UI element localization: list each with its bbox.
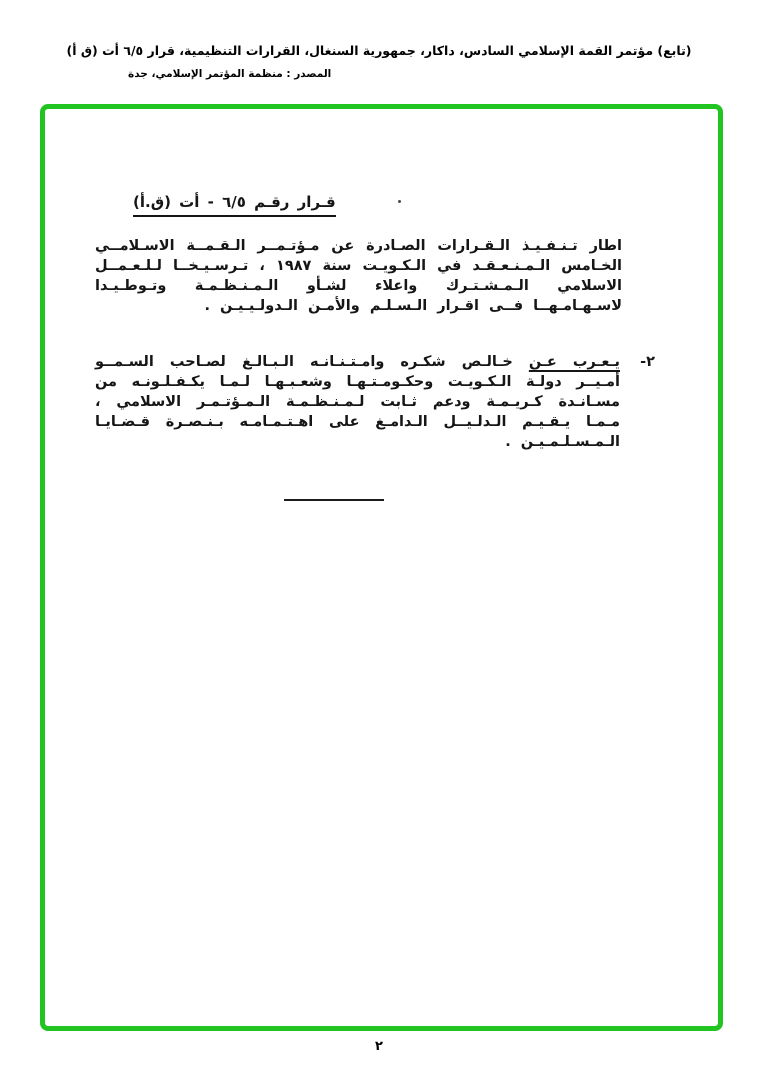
- document-header-line: (تابع) مؤتمر القمة الإسلامي السادس، داكار، جمهورية السنغال، القرارات التنظيمية، قرار ٦/٥ أت (ق أ): [66, 43, 692, 58]
- item-number: ٢-: [640, 354, 655, 370]
- source-line: المصدر : منظمة المؤتمر الإسلامي، جدة: [128, 68, 332, 80]
- scan-artifact-dot: [398, 200, 401, 203]
- item-text-block: [95, 352, 620, 452]
- end-divider-line: [284, 499, 384, 501]
- document-frame: [40, 104, 723, 1031]
- item-body-text: خـالـص شكـره وامـتـنـانـه الـبـالـغ لصـاحب السـمــو أمـيــر دولـة الـكـويـت وحكـومـتـهـا وشعـبـهـا لـمـا يكـفـلـونـه من مسـانـدة كـريـمـة ودعم ثـابت لـمـنـظـمـة الـمـؤتـمـر الاسلامي ، مـمـا يـقـيـم الـدلـيــل الـدامـغ على اهـتـمـامـه بـنـصـرة قـضـايـا الـمـسـلـمـيـن .: [95, 354, 620, 450]
- item-lead-underlined: يـعـرب عـن: [528, 354, 620, 370]
- resolution-item-2: [95, 352, 655, 452]
- resolution-preamble: اطار تـنـفـيـذ الـقـرارات الصـادرة عن مـؤتـمــر الـقـمــة الاسـلامــي الخـامس الـمـنـعـقـد في الـكـويـت سنة ١٩٨٧ ، تـرسـيـخــا لـلـعـمــل الاسلامي الـمـشـتـرك واعلاء لشـأو الـمـنـظـمـة وتـوطـيـدا لاسـهـامـهــا فــى اقـرار الـسـلـم والأمـن الـدولـيـيـن .: [95, 238, 622, 314]
- resolution-title: قـرار رقـم ٦/٥ - أت (ق.أ): [133, 193, 336, 217]
- page-number: ٢: [375, 1039, 383, 1054]
